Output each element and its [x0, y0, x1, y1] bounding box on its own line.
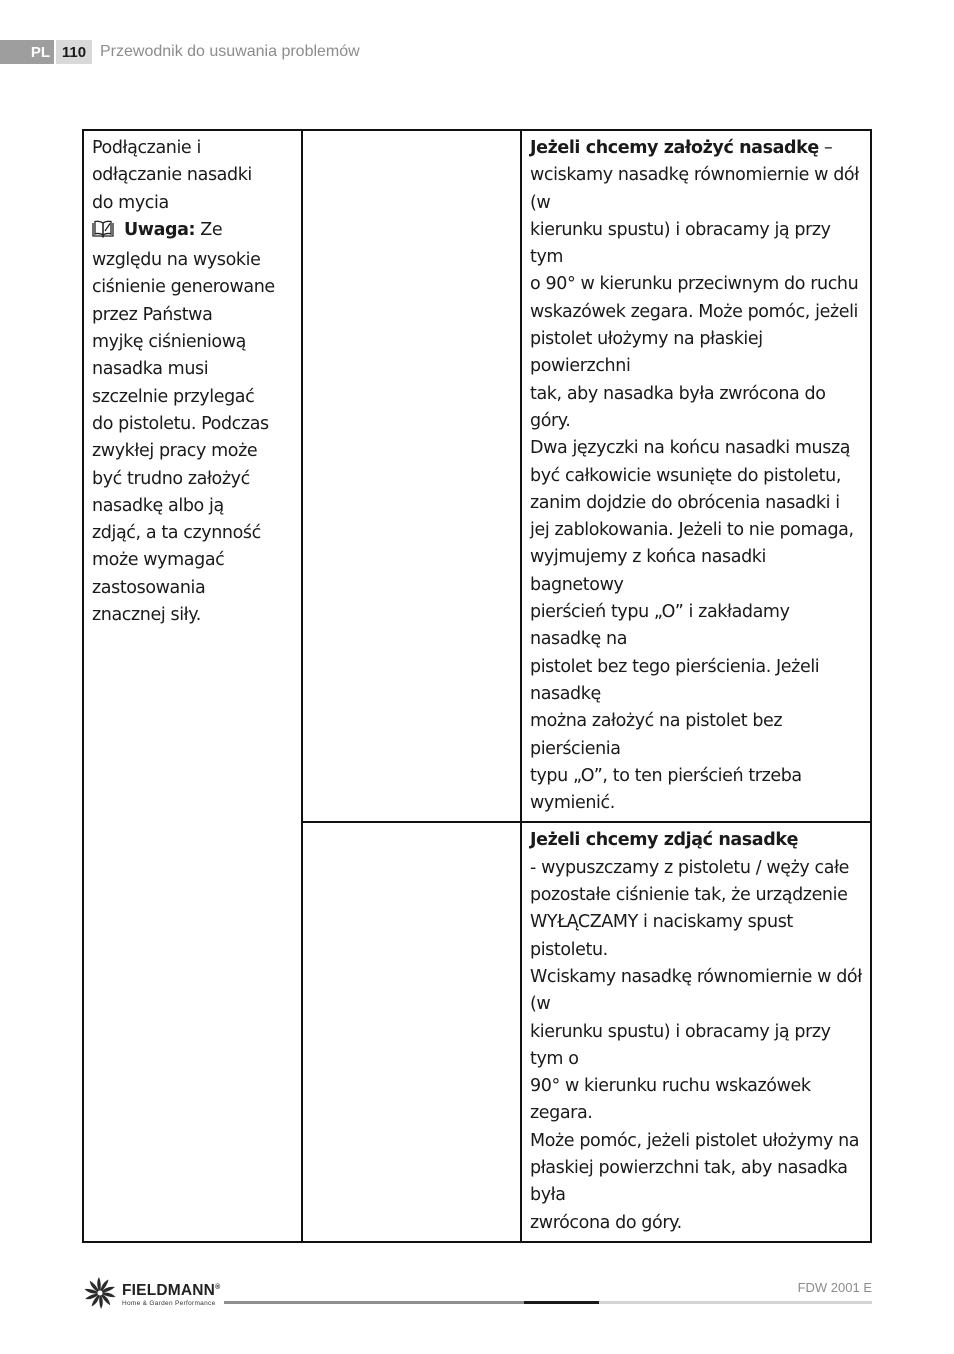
- page-number: 110: [56, 40, 92, 64]
- text-line: pierścień typu „O” i zakładamy nasadkę na: [530, 602, 790, 650]
- text-line: może wymagać: [92, 550, 225, 571]
- cause-cell: [302, 130, 521, 822]
- solution-cell: [521, 130, 871, 822]
- brand-logo: [82, 1276, 220, 1314]
- trademark: ®: [215, 1283, 221, 1291]
- text-line: pozostałe ciśnienie tak, że urządzenie: [530, 885, 848, 906]
- text-line: znacznej siły.: [92, 605, 201, 626]
- text-line: nasadkę albo ją: [92, 495, 224, 516]
- text-line: zwykłej pracy może: [92, 441, 258, 462]
- text-line: WYŁĄCZAMY i naciskamy spust pistoletu.: [530, 912, 793, 960]
- text-line: być całkowicie wsunięte do pistoletu,: [530, 465, 841, 486]
- footer-rule-dark: [524, 1301, 599, 1304]
- text-line: do pistoletu. Podczas: [92, 413, 269, 434]
- section-title: Przewodnik do usuwania problemów: [100, 43, 360, 60]
- solution-heading: Jeżeli chcemy zdjąć nasadkę: [530, 830, 799, 851]
- heading-suffix: –: [818, 138, 833, 158]
- text-line: Dwa języczki na końcu nasadki muszą: [530, 438, 851, 459]
- text-line: zdjąć, a ta czynność: [92, 523, 261, 544]
- solution-cell: [521, 822, 871, 1241]
- text-line: być trudno założyć: [92, 468, 250, 489]
- text-line: szczelnie przylegać: [92, 386, 255, 407]
- brand-text: [122, 1283, 220, 1307]
- text-line: pistolet bez tego pierścienia. Jeżeli nasadkę: [530, 656, 820, 704]
- table-row: [83, 130, 871, 822]
- text-line: odłączanie nasadki: [92, 165, 252, 186]
- text-line: względu na wysokie: [92, 250, 261, 271]
- text-line: Ze: [200, 219, 223, 240]
- text-line: myjkę ciśnieniową: [92, 332, 246, 353]
- text-line: typu „O”, to ten pierścień trzeba wymienić.: [530, 765, 802, 814]
- text-line: Może pomóc, jeżeli pistolet ułożymy na: [530, 1130, 860, 1151]
- brand-name-line: [122, 1283, 220, 1299]
- language-tab: PL: [0, 40, 54, 64]
- solution-heading: Jeżeli chcemy założyć nasadkę: [530, 138, 819, 158]
- text-line: nasadka musi: [92, 359, 209, 380]
- book-note-icon: [92, 220, 114, 247]
- text-line: - wypuszczamy z pistoletu / węży całe: [530, 857, 850, 878]
- problem-cell: [83, 130, 302, 1242]
- text-line: jej zablokowania. Jeżeli to nie pomaga,: [530, 520, 854, 541]
- text-line: wskazówek zegara. Może pomóc, jeżeli: [530, 301, 859, 322]
- text-line: do mycia: [92, 192, 169, 213]
- note-block: [92, 217, 293, 629]
- text-line: Wciskamy nasadkę równomiernie w dół (w: [530, 966, 862, 1015]
- text-line: kierunku spustu) i obracamy ją przy tym o: [530, 1021, 831, 1069]
- footer-rule-light: [599, 1301, 872, 1304]
- problem-title: [92, 135, 293, 217]
- text-line: Podłączanie i: [92, 138, 201, 158]
- text-line: 90° w kierunku ruchu wskazówek zegara.: [530, 1076, 811, 1124]
- text-line: zwrócona do góry.: [530, 1212, 682, 1233]
- text-line: wciskamy nasadkę równomiernie w dół (w: [530, 165, 859, 213]
- text-line: płaskiej powierzchni tak, aby nasadka była: [530, 1157, 848, 1206]
- text-line: pistolet ułożymy na płaskiej powierzchni: [530, 329, 763, 377]
- note-label: Uwaga:: [124, 219, 196, 240]
- text-line: można założyć na pistolet bez pierścienia: [530, 711, 783, 759]
- text-line: kierunku spustu) i obracamy ją przy tym: [530, 219, 831, 268]
- model-number: FDW 2001 E: [797, 1280, 872, 1295]
- fieldmann-fan-icon: [82, 1276, 118, 1314]
- text-line: ciśnienie generowane: [92, 277, 275, 298]
- text-line: wyjmujemy z końca nasadki bagnetowy: [530, 547, 766, 595]
- footer-rule-gray: [224, 1301, 524, 1304]
- brand-tagline: Home & Garden Performance: [122, 1299, 216, 1307]
- text-line: zanim dojdzie do obrócenia nasadki i: [530, 492, 840, 513]
- cause-cell: [302, 822, 521, 1241]
- text-line: o 90° w kierunku przeciwnym do ruchu: [530, 274, 859, 295]
- text-line: przez Państwa: [92, 304, 213, 325]
- brand-name: FIELDMANN: [122, 1282, 216, 1299]
- text-line: zastosowania: [92, 577, 206, 598]
- text-line: tak, aby nasadka była zwrócona do góry.: [530, 383, 826, 431]
- troubleshooting-table: [82, 129, 872, 1243]
- page-header: [0, 40, 360, 64]
